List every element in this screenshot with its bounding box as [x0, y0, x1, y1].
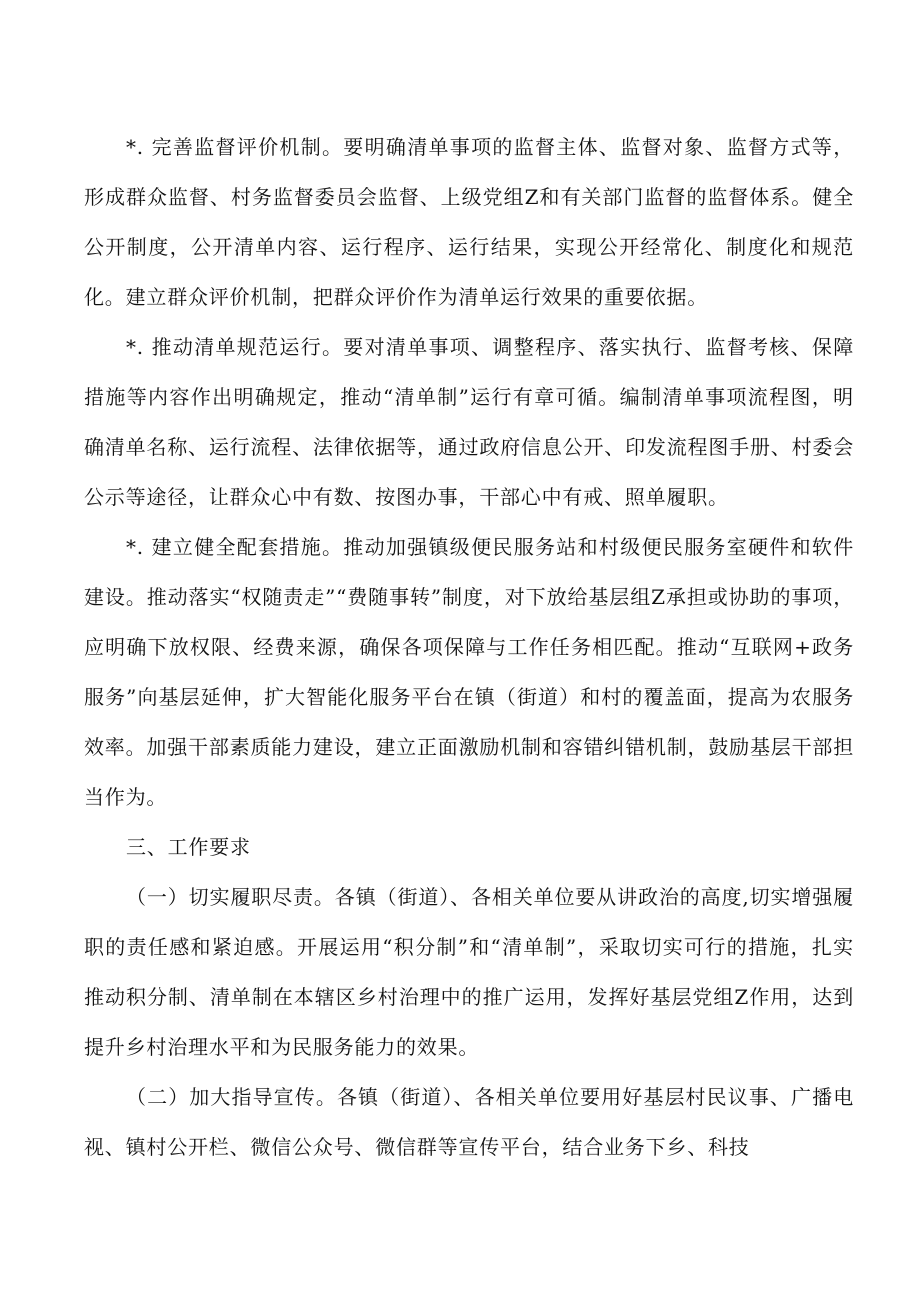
- paragraph-supervision-evaluation: *. 完善监督评价机制。要明确清单事项的监督主体、监督对象、监督方式等，形成群众监督、村务监督委员会监督、上级党组Z和有关部门监督的监督体系。健全公开制度，公开清单内容、运行程序、运行结果，实现公开经常化、制度化和规范化。建立群众评价机制，把群众评价作为清单运行效果的重要依据。: [84, 135, 854, 309]
- paragraph-supporting-measures: *. 建立健全配套措施。推动加强镇级便民服务站和村级便民服务室硬件和软件建设。推动落实“权随责走”“费随事转”制度，对下放给基层组Z承担或协助的事项，应明确下放权限、经费来源，确保各项保障与工作任务相匹配。推动“互联网+政务服务”向基层延伸，扩大智能化服务平台在镇（街道）和村的覆盖面，提高为农服务效率。加强干部素质能力建设，建立正面激励机制和容错纠错机制，鼓励基层干部担当作为。: [84, 535, 854, 809]
- requirement-item-2: （二）加大指导宣传。各镇（街道）、各相关单位要用好基层村民议事、广播电视、镇村公开栏、微信公众号、微信群等宣传平台，结合业务下乡、科技: [84, 1085, 854, 1159]
- paragraph-list-operation: *. 推动清单规范运行。要对清单事项、调整程序、落实执行、监督考核、保障措施等内容作出明确规定，推动“清单制”运行有章可循。编制清单事项流程图，明确清单名称、运行流程、法律依据等，通过政府信息公开、印发流程图手册、村委会公示等途径，让群众心中有数、按图办事，干部心中有戒、照单履职。: [84, 335, 854, 509]
- section-heading: 三、工作要求: [126, 835, 251, 859]
- requirement-item-1: （一）切实履职尽责。各镇（街道）、各相关单位要从讲政治的高度,切实增强履职的责任感和紧迫感。开展运用“积分制”和“清单制”，采取切实可行的措施，扎实推动积分制、清单制在本辖区乡村治理中的推广运用，发挥好基层党组Z作用，达到提升乡村治理水平和为民服务能力的效果。: [84, 885, 854, 1059]
- document-body: [84, 122, 854, 1172]
